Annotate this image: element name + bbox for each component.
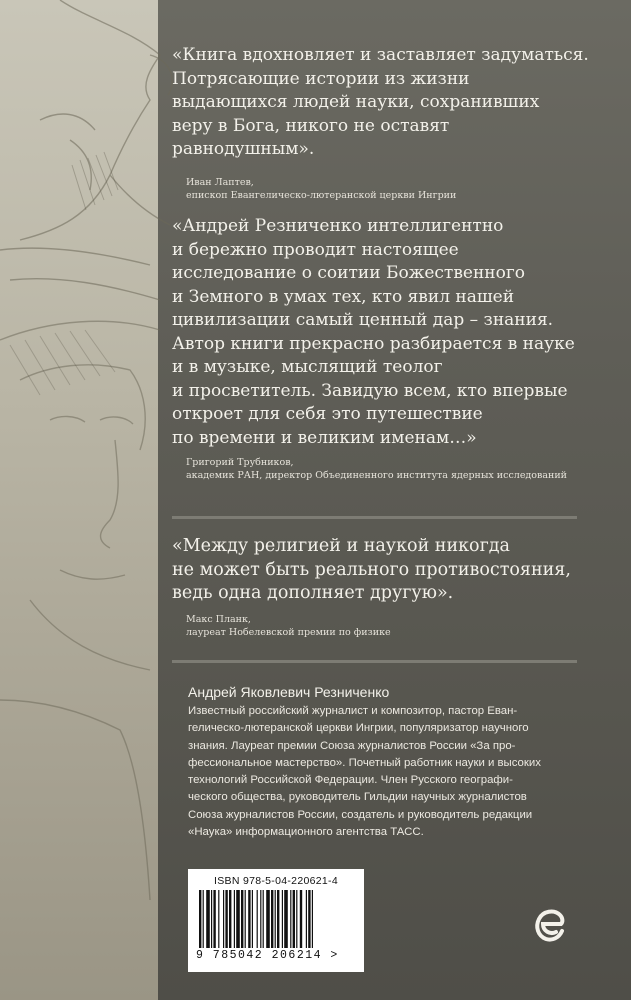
- barcode-bar: [277, 890, 279, 948]
- isbn-number: ISBN 978-5-04-220621-4: [214, 875, 338, 887]
- barcode-bar: [225, 890, 227, 948]
- quote-author: Макс Планк,: [186, 614, 251, 625]
- ean-number: 9 785042 206214 >: [196, 949, 339, 962]
- barcode-bar: [300, 890, 302, 948]
- barcode-bar: [306, 890, 307, 948]
- barcode-bar: [234, 890, 235, 948]
- quote-attribution: [186, 176, 456, 202]
- barcode-bar: [213, 890, 215, 948]
- barcode-bar: [241, 890, 243, 948]
- barcode-bar: [260, 890, 261, 948]
- quote-author: Григорий Трубников,: [186, 457, 294, 468]
- barcode-bar: [236, 890, 240, 948]
- barcode-panel: [188, 869, 364, 972]
- quote-text: «Книга вдохновляет и заставляет задуматься. Потрясающие истории из жизни выдающихся людей науки, сохранивших веру в Бога, никого не оставят равнодушным».: [172, 45, 589, 159]
- barcode-bar: [211, 890, 212, 948]
- barcode-bar: [199, 890, 201, 948]
- barcode-bar: [312, 890, 313, 948]
- barcode-bar: [206, 890, 210, 948]
- barcode-bar: [218, 890, 219, 948]
- quote-author-role: лауреат Нобелевской премии по физике: [186, 627, 391, 638]
- barcode-bar: [245, 890, 246, 948]
- barcode-bar: [257, 890, 258, 948]
- barcode-bar: [308, 890, 310, 948]
- barcode-bar: [271, 890, 273, 948]
- section-divider: [172, 660, 577, 663]
- author-bio: Известный российский журналист и композитор, пастор Еван- гелическо-лютеранской церкви Ингрии, популяризатор научного знания. Лауреат премии Союза журналистов России «За про- фессиональное мастерство». Почетный работник науки и высоких технологий Российской Федерации. Член Русского географи- ческого общества, руководитель Гильдии научных журналистов Союза журналистов России, создатель и руководитель редакции «Наука» информационного агентства ТАСС.: [188, 705, 541, 839]
- portrait-strip: [0, 0, 158, 1000]
- quote-author-role: епископ Евангелическо-лютеранской церкви Ингрии: [186, 190, 457, 201]
- barcode-bar: [252, 890, 253, 948]
- barcode-bar: [293, 890, 295, 948]
- quote-text: «Андрей Резниченко интеллигентно и бережно проводит настоящее исследование о соитии Божественного и Земного в умах тех, кто явил нашей цивилизации самый ценный дар – знания. Автор книги прекрасно разбирается в науке и в музыке, мыслящий теолог и просветитель. Завидую всем, кто впервые откроет для себя это путешествие по времени и великим именам…»: [172, 216, 575, 448]
- barcode-bar: [263, 890, 264, 948]
- quote-author: Иван Лаптев,: [186, 177, 254, 188]
- barcode-bar: [229, 890, 231, 948]
- barcode-bar: [296, 890, 297, 948]
- quote-attribution: [186, 456, 567, 482]
- barcode-bar: [223, 890, 224, 948]
- quote-text: «Между религией и наукой никогда не может быть реального противостояния, ведь одна дополняет другую».: [172, 536, 571, 603]
- barcode-bar: [275, 890, 276, 948]
- barcode-bar: [248, 890, 250, 948]
- barcode-bar: [282, 890, 283, 948]
- barcode-bar: [266, 890, 270, 948]
- barcode-bar: [203, 890, 204, 948]
- author-name: Андрей Яковлевич Резниченко: [188, 684, 390, 700]
- quote-author-role: академик РАН, директор Объединенного института ядерных исследований: [186, 470, 568, 481]
- section-divider: [172, 516, 577, 519]
- publisher-e-logo-icon: [530, 905, 570, 945]
- barcode-bar: [290, 890, 291, 948]
- barcode-bar: [284, 890, 288, 948]
- barcode-bars: [197, 890, 355, 948]
- quote-attribution: [186, 613, 391, 639]
